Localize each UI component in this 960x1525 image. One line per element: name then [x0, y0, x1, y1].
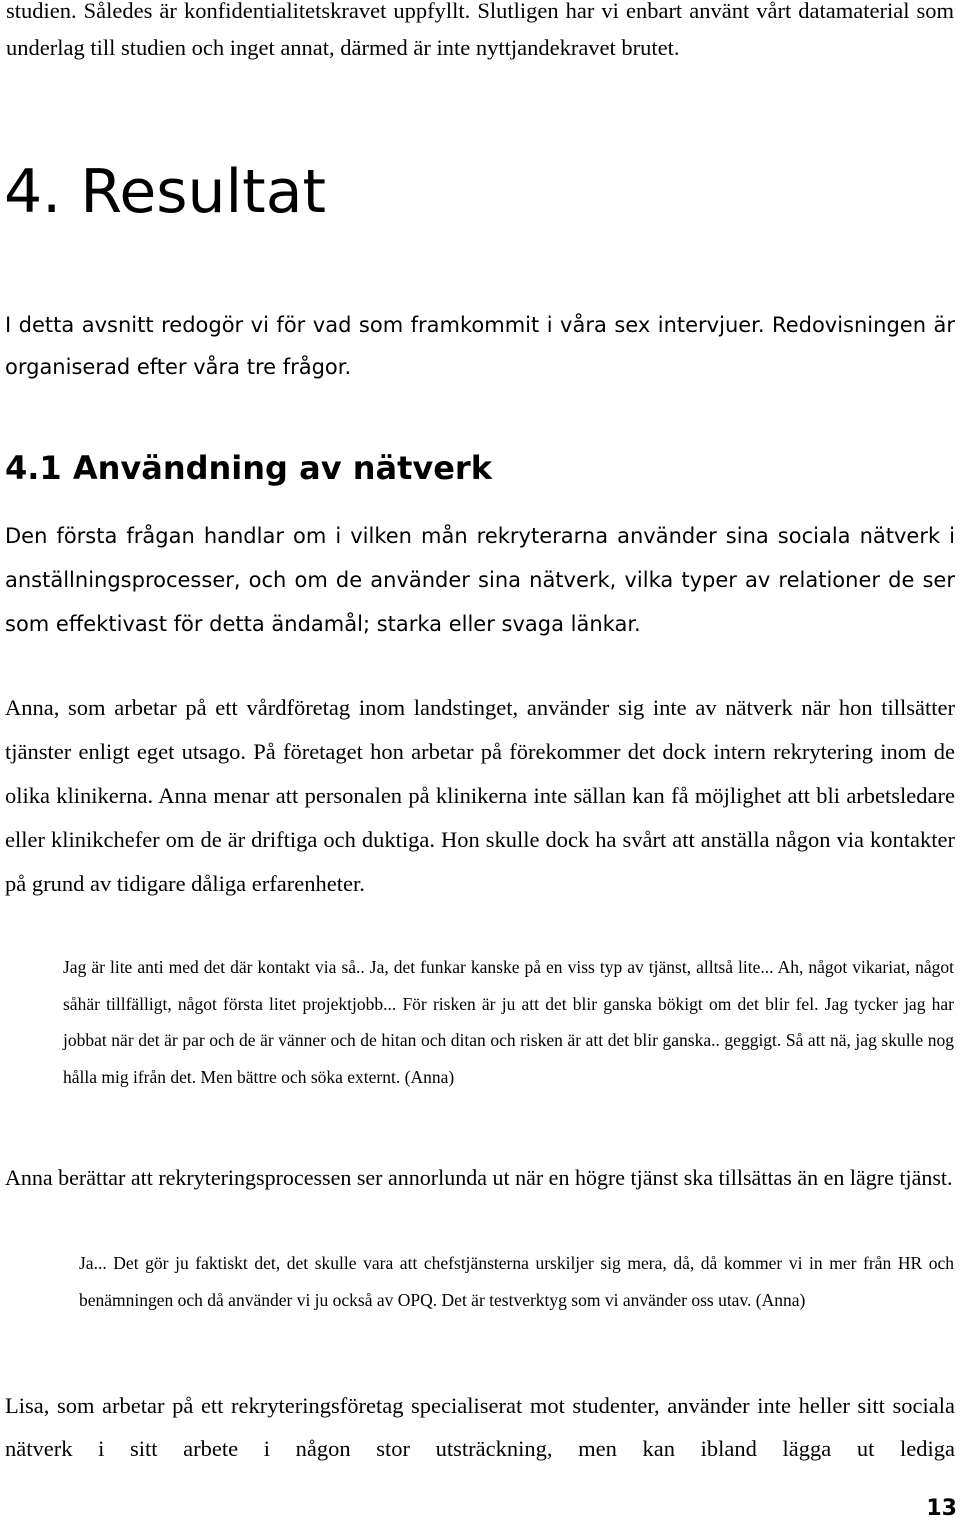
- section-intro: I detta avsnitt redogör vi för vad som framkommit i våra sex intervjuer. Redovisningen är organiserad efter våra tre frågor.: [5, 313, 955, 379]
- subsection-heading: 4.1 Användning av nätverk: [5, 449, 492, 487]
- interview-quote-anna-1: Jag är lite anti med det där kontakt via så.. Ja, det funkar kanske på en viss typ av tjänst, alltså lite... Ah, något vikariat, något såhär tillfälligt, något första litet projektjobb... För risken är ju att det blir ganska bökigt om det blir fel. Jag tycker jag har jobbat när det är par och de är vänner och de hitan och ditan och risken är att det blir ganska.. geggigt. Så att nä, jag skulle nog hålla mig ifrån det. Men bättre och söka externt. (Anna): [63, 957, 954, 1087]
- paragraph-anna-recruitment: Anna berättar att rekryteringsprocessen ser annorlunda ut när en högre tjänst ska tillsättas än en lägre tjänst.: [5, 1165, 953, 1190]
- section-heading: 4. Resultat: [4, 157, 327, 227]
- paragraph-lisa: Lisa, som arbetar på ett rekryteringsföretag specialiserat mot studenter, använder inte heller sitt sociala nätverk i sitt arbete i någon stor utsträckning, men kan ibland lägga ut lediga: [5, 1393, 955, 1461]
- page-number: 13: [926, 1496, 957, 1521]
- paragraph-anna: Anna, som arbetar på ett vårdföretag inom landstinget, använder sig inte av nätverk när hon tillsätter tjänster enligt eget utsago. På företaget hon arbetar på förekommer det dock intern rekrytering inom de olika klinikerna. Anna menar att personalen på klinikerna inte sällan kan få möjlighet att bli arbetsledare eller klinikchefer om de är driftiga och duktiga. Hon skulle dock ha svårt att anställa någon via kontakter på grund av tidigare dåliga erfarenheter.: [5, 695, 955, 896]
- intro-text: studien. Således är konfidentialitetskravet uppfyllt. Slutligen har vi enbart använt vårt datamaterial som underlag till studien och inget annat, därmed är inte nyttjandekravet brutet.: [6, 0, 954, 60]
- interview-quote-anna-2: Ja... Det gör ju faktiskt det, det skulle vara att chefstjänsterna urskiljer sig mera, då, då kommer vi in mer från HR och benämningen och då använder vi ju också av OPQ. Det är testverktyg som vi använder oss utav. (Anna): [79, 1253, 954, 1310]
- paragraph-first-question: Den första frågan handlar om i vilken mån rekryterarna använder sina sociala nätverk i anställningsprocesser, och om de använder sina nätverk, vilka typer av relationer de ser som effektivast för detta ändamål; starka eller svaga länkar.: [5, 524, 955, 636]
